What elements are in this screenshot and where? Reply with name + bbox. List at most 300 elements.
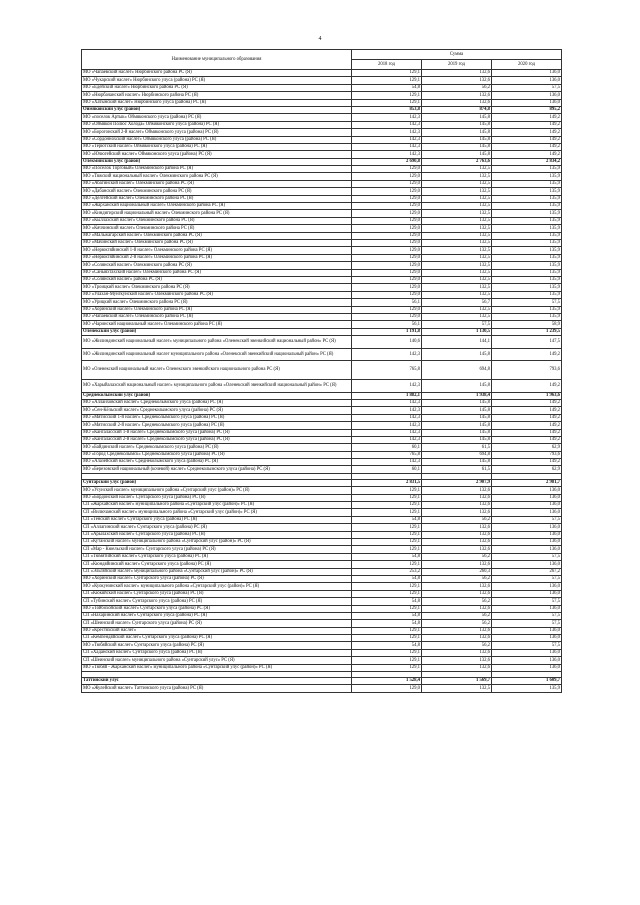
value-cell-2019: 132,5 [422,306,492,313]
value-cell-2020: 149,2 [492,422,562,429]
value-cell-2018: 129,0 [352,203,422,210]
value-cell-2018: 60,1 [352,444,422,451]
value-cell-2020: 149,2 [492,414,562,421]
value-cell-2018: 142,3 [352,429,422,436]
value-cell-2020: 136,0 [492,92,562,99]
value-cell-2018: 129,1 [352,635,422,642]
municipality-row [82,509,562,516]
value-cell-2018: 129,1 [352,92,422,99]
municipality-row [82,269,562,276]
value-cell-2019: 145,8 [422,348,492,361]
municipality-row [82,553,562,560]
value-cell-2018: 129,1 [352,583,422,590]
value-cell-2018: 56,1 [352,299,422,306]
municipality-row [82,291,562,298]
value-cell-2020: 136,0 [492,664,562,671]
value-cell-2020: 135,9 [492,188,562,195]
value-cell-2020: 57,5 [492,642,562,649]
municipality-name-cell: МО «Нерюктяйинский 2-й наслег» Олекминского района РС (Я) [82,254,352,261]
value-cell-2018: 129,0 [352,306,422,313]
municipality-name-cell: СП «Шеинский наслег» муниципального района «Сунтарский улус» РС (Я) [82,657,352,664]
value-cell-2020: 135,9 [492,203,562,210]
value-cell-2019: 132,5 [422,217,492,224]
value-cell-2018: 142,3 [352,407,422,414]
value-cell-2018: 129,1 [352,502,422,509]
value-cell-2019: 132,5 [422,262,492,269]
municipality-row [82,583,562,590]
municipality-row [82,429,562,436]
value-cell-2018: 129,0 [352,166,422,173]
municipality-name-cell: МО «Троицкий наслег» Олекминского района РС (Я) [82,284,352,291]
value-cell-2020: 136,0 [492,70,562,77]
municipality-name-cell: СП «Тубинский наслег» Сунтарского улуса (района) РС (Я) [82,598,352,605]
value-cell-2019: 145,8 [422,121,492,128]
municipality-name-cell: Среднеколымский улус (район) [82,392,352,399]
municipality-name-cell: СП «Аллагинский наслег» Сунтарского улуса (района) РС (Я) [82,524,352,531]
value-cell-2019: 56,7 [422,299,492,306]
value-cell-2020: 136,0 [492,494,562,501]
value-cell-2019: 132,5 [422,203,492,210]
value-cell-2020: 135,9 [492,210,562,217]
value-cell-2018: 54,8 [352,620,422,627]
value-cell-2019: 132,5 [422,195,492,202]
value-cell-2018: 129,1 [352,509,422,516]
value-cell-2019: 145,8 [422,459,492,466]
municipality-name-cell: СП «Кюкяйский наслег» Сунтарского улуса (района) РС (Я) [82,590,352,597]
municipality-name-cell: МО «Нерюктяйинский 1-й наслег» Олекминского района РС (Я) [82,247,352,254]
value-cell-2019: 132,5 [422,210,492,217]
municipality-row [82,99,562,106]
value-cell-2020: 149,2 [492,143,562,150]
value-cell-2018: 129,0 [352,284,422,291]
value-cell-2018: 129,0 [352,685,422,692]
value-cell-2020: 149,2 [492,151,562,158]
value-cell-2020: 895,2 [492,106,562,113]
value-cell-2020: 135,9 [492,166,562,173]
municipality-row [82,247,562,254]
value-cell-2020: 149,2 [492,129,562,136]
municipality-row [82,407,562,414]
municipality-name-cell: МО «Березовский национальный (кочевой) наслег» Среднеколымского улуса (района) РС (Я) [82,466,352,473]
value-cell-2020: 135,9 [492,254,562,261]
value-cell-2018: 56,1 [352,321,422,328]
municipality-row [82,180,562,187]
municipality-name-cell: Оймяконский улус (район) [82,106,352,113]
value-cell-2018: 129,0 [352,239,422,246]
value-cell-2020: 2 834,2 [492,158,562,165]
value-cell-2019: 132,6 [422,590,492,597]
value-cell-2019: 145,8 [422,114,492,121]
value-cell-2020: 149,2 [492,380,562,393]
header-year-2019: 2019 год [422,60,492,70]
value-cell-2018: 1 882,1 [352,392,422,399]
value-cell-2018: 142,3 [352,151,422,158]
value-cell-2019: 132,6 [422,605,492,612]
municipality-name-cell: МО «Ючюгейский наслег» Оймяконского улуса (района) РС (Я) [82,151,352,158]
header-name-cell: Наименование муниципального образования [82,50,352,70]
value-cell-2018: 54,8 [352,553,422,560]
value-cell-2019: 132,6 [422,561,492,568]
value-cell-2020: 136,0 [492,561,562,568]
municipality-row [82,151,562,158]
value-cell-2020: 136,0 [492,657,562,664]
value-cell-2018: 129,1 [352,487,422,494]
value-cell-2020: 57,5 [492,620,562,627]
value-cell-2019: 145,8 [422,436,492,443]
municipality-name-cell: СП «Вилючанский наслег» муниципального района «Сунтарский улус (район)» РС (Я) [82,509,352,516]
municipality-row [82,92,562,99]
value-cell-2018: 765,8 [352,451,422,458]
value-cell-2018: 142,3 [352,129,422,136]
municipality-name-cell: МО «Терютский наслег» Оймяконского улуса (района) РС (Я) [82,143,352,150]
municipality-row [82,590,562,597]
value-cell-2019: 132,6 [422,546,492,553]
value-cell-2018: 142,3 [352,459,422,466]
municipality-row [82,531,562,538]
value-cell-2018: 129,0 [352,269,422,276]
district-total-row [82,479,562,486]
value-cell-2020: 136,0 [492,77,562,84]
value-cell-2020: 793,6 [492,451,562,458]
value-cell-2019: 132,5 [422,269,492,276]
value-cell-2018: 129,0 [352,195,422,202]
value-cell-2020: 136,0 [492,531,562,538]
municipality-name-cell: СП «Жархайский наслег» муниципального района «Сунтарский улус (район)» РС (Я) [82,502,352,509]
municipality-name-cell: МО «Абагинский наслег» Олекминского района РС (Я) [82,180,352,187]
municipality-name-cell: СП «Кутанский наслег» муниципального района «Сунтарский улус (район)» РС (Я) [82,538,352,545]
value-cell-2019: 132,5 [422,685,492,692]
value-cell-2020: 136,0 [492,538,562,545]
value-cell-2020: 135,9 [492,217,562,224]
value-cell-2020: 149,2 [492,459,562,466]
value-cell-2020: 135,9 [492,247,562,254]
municipality-name-cell: МО «Мятисский 2-й наслег» Среднеколымского улуса (района) РС (Я) [82,422,352,429]
municipality-name-cell: МО «Харыйалахский национальный наслег» муниципального района «Оленекский эвенкийский национальный район» РС (Я) [82,380,352,393]
value-cell-2020: 57,5 [492,598,562,605]
municipality-name-cell: МО «Чапаевский наслег» Нюрбинского района РС (Я) [82,70,352,77]
value-cell-2018: 54,8 [352,516,422,523]
municipality-row [82,210,562,217]
value-cell-2019: 132,5 [422,239,492,246]
value-cell-2018: 142,3 [352,348,422,361]
municipality-name-cell: МО «Тюбяй - Жарханский наслег» муниципального района «Сунтарский улус (район)» РС (Я) [82,664,352,671]
value-cell-2019: 56,2 [422,642,492,649]
municipality-row [82,239,562,246]
municipality-name-cell: МО «Бордонский наслег» Сунтарского улуса (района) РС (Я) [82,494,352,501]
municipality-name-cell: МО «Улахан-Мунгкунский наслег» Олекминского района РС (Я) [82,291,352,298]
value-cell-2019: 132,5 [422,173,492,180]
municipality-row [82,494,562,501]
value-cell-2019: 56,2 [422,84,492,91]
municipality-name-cell: МО «Куокунинский наслег» муниципального района «Сунтарский улус (район)» РС (Я) [82,583,352,590]
value-cell-2019: 132,5 [422,247,492,254]
value-cell-2020: 1 609,7 [492,678,562,685]
value-cell-2018: 54,8 [352,84,422,91]
value-cell-2020: 135,9 [492,262,562,269]
municipality-name-cell: МО «Тяжский национальный наслег» Олекминского района РС (Я) [82,173,352,180]
value-cell-2019: 1 938,4 [422,392,492,399]
municipality-row [82,612,562,619]
municipality-name-cell: СП «Шеинский наслег» Сунтарского улуса (района) РС (Я) [82,620,352,627]
municipality-name-cell: МО «Чаринский национальный наслег» Олекминского района РС (Я) [82,321,352,328]
municipality-row [82,254,562,261]
municipality-name-cell: СП «Мар - Кюельский наслег» Сунтарского улуса (района) РС (Я) [82,546,352,553]
municipality-row [82,664,562,671]
table-body [82,50,562,693]
value-cell-2019: 694,8 [422,451,492,458]
value-cell-2018: 129,0 [352,180,422,187]
value-cell-2019: 61,5 [422,444,492,451]
value-cell-2020: 267,2 [492,568,562,575]
municipality-row [82,422,562,429]
value-cell-2019: 132,6 [422,494,492,501]
municipality-row [82,136,562,143]
municipality-name-cell: МО «Жилиндинский национальный наслег» муниципального района «Оленекский эвенкийский национальный район» РС (Я) [82,336,352,349]
value-cell-2020: 135,9 [492,232,562,239]
municipality-row [82,361,562,380]
value-cell-2018: 129,1 [352,657,422,664]
municipality-row [82,217,562,224]
value-cell-2019: 132,6 [422,509,492,516]
municipality-row [82,143,562,150]
municipality-name-cell: МО «Оймякон Полюс Холода» Оймяконского улуса (района) РС (Я) [82,121,352,128]
municipality-row [82,203,562,210]
value-cell-2019: 56,2 [422,516,492,523]
value-cell-2019: 132,6 [422,487,492,494]
value-cell-2019: 56,2 [422,553,492,560]
value-cell-2020: 136,0 [492,627,562,634]
value-cell-2020: 135,9 [492,239,562,246]
value-cell-2018: 129,0 [352,313,422,320]
municipality-name-cell: СП «Хаданский наслег» Сунтарского улуса (района) РС (Я) [82,649,352,656]
value-cell-2020: 136,0 [492,583,562,590]
value-cell-2018: 129,1 [352,524,422,531]
value-cell-2020: 136,0 [492,605,562,612]
value-cell-2020: 149,2 [492,114,562,121]
value-cell-2020: 135,9 [492,180,562,187]
municipality-row [82,546,562,553]
municipality-name-cell: МО «Нюрбачанский наслег» Нюрбинского района РС (Я) [82,92,352,99]
value-cell-2019: 132,5 [422,291,492,298]
municipality-name-cell: МО «Усунский наслег» муниципального района «Сунтарский улус (район)» РС (Я) [82,487,352,494]
value-cell-2019: 132,6 [422,502,492,509]
municipality-row [82,321,562,328]
municipality-name-cell: СП «Кемпёндяйский наслег» Сунтарского улуса (района) РС (Я) [82,635,352,642]
header-year-2018: 2018 год [352,60,422,70]
value-cell-2019: 132,6 [422,524,492,531]
municipality-row [82,129,562,136]
value-cell-2018: 129,1 [352,649,422,656]
district-total-row [82,678,562,685]
value-cell-2019: 132,6 [422,99,492,106]
value-cell-2018: 129,0 [352,217,422,224]
value-cell-2019: 132,6 [422,664,492,671]
value-cell-2019: 145,8 [422,136,492,143]
value-cell-2020: 1 239,5 [492,328,562,335]
value-cell-2018: 129,1 [352,590,422,597]
value-cell-2018: 129,1 [352,70,422,77]
value-cell-2019: 145,8 [422,380,492,393]
municipality-name-cell: МО «Тюбяйский наслег» Сунтарского улуса (района) РС (Я) [82,642,352,649]
value-cell-2019: 132,6 [422,77,492,84]
value-cell-2018: 129,0 [352,254,422,261]
value-cell-2020: 136,0 [492,502,562,509]
municipality-row [82,436,562,443]
value-cell-2020: 136,0 [492,509,562,516]
value-cell-2018: 142,3 [352,414,422,421]
municipality-name-cell: Оленекский улус (район) [82,328,352,335]
municipality-row [82,399,562,406]
municipality-row [82,620,562,627]
municipality-row [82,276,562,283]
value-cell-2018: 853,8 [352,106,422,113]
value-cell-2018: 129,1 [352,99,422,106]
value-cell-2018: 142,3 [352,143,422,150]
municipality-name-cell: МО «Мятисский 1-й наслег» Среднеколымского улуса (района) РС (Я) [82,414,352,421]
value-cell-2020: 135,9 [492,276,562,283]
value-cell-2020: 149,2 [492,136,562,143]
value-cell-2019: 56,2 [422,598,492,605]
value-cell-2019: 132,5 [422,232,492,239]
municipality-row [82,166,562,173]
value-cell-2019: 132,6 [422,70,492,77]
municipality-row [82,487,562,494]
municipality-name-cell: МО «Кыллахский наслег» Олекминского района РС (Я) [82,217,352,224]
value-cell-2018: 2 690,8 [352,158,422,165]
municipality-name-cell: МО «Город Среднеколымск» Среднеколымского улуса (района) РС (Я) [82,451,352,458]
municipality-row [82,195,562,202]
municipality-row [82,642,562,649]
value-cell-2019: 57,5 [422,321,492,328]
value-cell-2018: 129,0 [352,262,422,269]
municipality-row [82,336,562,349]
value-cell-2019: 145,8 [422,429,492,436]
value-cell-2020: 136,0 [492,649,562,656]
value-cell-2019: 56,2 [422,620,492,627]
municipality-row [82,380,562,393]
value-cell-2019: 132,6 [422,627,492,634]
municipality-name-cell: МО «Жарханский национальный наслег» Олекминского района РС (Я) [82,203,352,210]
municipality-name-cell: МО «Крестяхский наслег» [82,627,352,634]
header-year-2020: 2020 год [492,60,562,70]
district-total-row [82,106,562,113]
value-cell-2019: 145,8 [422,129,492,136]
value-cell-2018: 129,1 [352,605,422,612]
municipality-name-cell: МО «Дабанский наслег» Олекминского района РС (Я) [82,188,352,195]
value-cell-2019: 2 763,6 [422,158,492,165]
value-cell-2019: 56,2 [422,612,492,619]
municipality-row [82,313,562,320]
municipality-row [82,262,562,269]
value-cell-2020: 136,0 [492,590,562,597]
value-cell-2019: 145,8 [422,422,492,429]
municipality-name-cell: СП «Эльгяйский наслег» муниципального района «Сунтарский улус (район)» РС (Я) [82,568,352,575]
municipality-name-cell: СП «Нахаринский наслег» Сунтарского улуса (района) РС (Я) [82,612,352,619]
value-cell-2018: 142,3 [352,436,422,443]
value-cell-2018: 129,1 [352,627,422,634]
municipality-name-cell: МО «Делгейский наслег» Олекминского района РС (Я) [82,195,352,202]
value-cell-2019: 132,6 [422,538,492,545]
value-cell-2018: 1 528,4 [352,678,422,685]
municipality-name-cell: МО «Сордоннохский наслег» Оймяконского улуса (района) РС (Я) [82,136,352,143]
value-cell-2018: 142,3 [352,422,422,429]
municipality-row [82,516,562,523]
value-cell-2020: 135,9 [492,284,562,291]
value-cell-2018: 54,8 [352,612,422,619]
value-cell-2020: 136,0 [492,99,562,106]
value-cell-2018: 129,1 [352,664,422,671]
municipality-row [82,414,562,421]
municipality-row [82,121,562,128]
municipality-row [82,84,562,91]
municipality-row [82,575,562,582]
value-cell-2020: 57,5 [492,575,562,582]
municipality-name-cell: МО «Киндигирский национальный наслег» Олекминского района РС (Я) [82,210,352,217]
value-cell-2018: 129,0 [352,232,422,239]
municipality-row [82,70,562,77]
value-cell-2018: 129,0 [352,188,422,195]
municipality-name-cell: МО «Кангаласский 2-й наслег» Среднеколымского улуса (района) РС (Я) [82,436,352,443]
municipality-name-cell: МО «Кангаласский 1-й наслег» Среднеколымского улуса (района) РС (Я) [82,429,352,436]
municipality-name-cell: МО «Поселок Торговый» Олекминского района РС (Я) [82,166,352,173]
municipality-name-cell: СП «Кюндяйинский наслег» Сунтарского улуса (района) РС (Я) [82,561,352,568]
value-cell-2018: 129,0 [352,173,422,180]
municipality-row [82,77,562,84]
value-cell-2020: 135,9 [492,269,562,276]
value-cell-2019: 144,1 [422,336,492,349]
municipality-name-cell: МО «Солянский наслег» района РС (Я) [82,276,352,283]
value-cell-2020: 135,9 [492,291,562,298]
municipality-row [82,444,562,451]
municipality-name-cell: СП «Тюмятийский наслег» Сунтарского улуса (района) РС (Я) [82,553,352,560]
value-cell-2019: 132,6 [422,649,492,656]
value-cell-2020: 135,9 [492,306,562,313]
value-cell-2020: 136,0 [492,524,562,531]
municipality-name-cell: МО «Алазейский наслег» Среднеколымского улуса (района) РС (Я) [82,459,352,466]
district-total-row [82,328,562,335]
municipality-name-cell: МО «Мачинский наслег» Олекминского района РС (Я) [82,239,352,246]
value-cell-2018: 129,1 [352,561,422,568]
value-cell-2020: 57,5 [492,553,562,560]
value-cell-2020: 57,5 [492,84,562,91]
municipality-name-cell: СП «Тенский наслег» Сунтарского улуса (района) РС (Я) [82,516,352,523]
value-cell-2019: 132,6 [422,531,492,538]
value-cell-2019: 145,8 [422,151,492,158]
value-cell-2019: 132,5 [422,166,492,173]
municipality-row [82,524,562,531]
municipality-name-cell: МО «Чапаевский наслег» Олекминского района РС (Я) [82,313,352,320]
value-cell-2020: 136,0 [492,487,562,494]
value-cell-2018: 129,1 [352,494,422,501]
value-cell-2019: 132,5 [422,313,492,320]
value-cell-2020: 1 963,6 [492,392,562,399]
municipality-name-cell: МО «Тойбохойский наслег» Сунтарского улуса (района) РС (Я) [82,605,352,612]
municipality-row [82,173,562,180]
value-cell-2018: 142,3 [352,114,422,121]
value-cell-2020: 149,2 [492,429,562,436]
municipality-name-cell: МО «Хоринский наслег» Сунтарского улуса (района) РС (Я) [82,575,352,582]
municipality-name-cell: МО «Чукарский наслег» Нюрбинского улуса (района) РС (Я) [82,77,352,84]
value-cell-2020: 58,9 [492,321,562,328]
value-cell-2019: 56,2 [422,575,492,582]
header-row [82,50,562,60]
municipality-row [82,561,562,568]
value-cell-2019: 132,5 [422,284,492,291]
value-cell-2018: 140,6 [352,336,422,349]
municipality-name-cell: МО «Солянский наслег» Олекминского района РС (Я) [82,262,352,269]
municipality-row [82,451,562,458]
value-cell-2020: 135,9 [492,195,562,202]
